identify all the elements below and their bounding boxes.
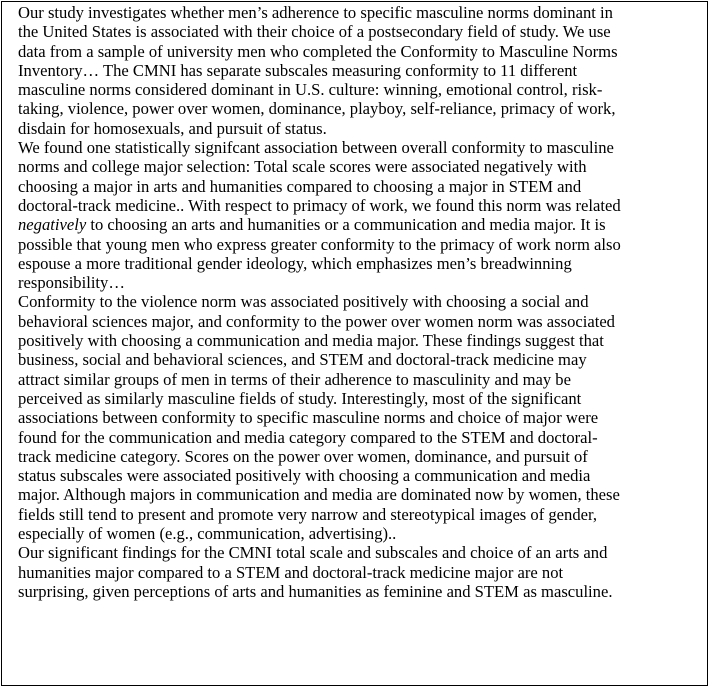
text-line: associations between conformity to specific masculine norms and choice of major were <box>18 408 599 428</box>
text-line: disdain for homosexuals, and pursuit of status. <box>18 118 327 138</box>
text-line: norms and college major selection: Total scale scores were associated negatively with <box>18 157 587 177</box>
text-line: Conformity to the violence norm was associated positively with choosing a social and <box>18 292 589 312</box>
text-line: found for the communication and media category compared to the STEM and doctoral- <box>18 427 598 447</box>
text-line: positively with choosing a communication and media major. These findings suggest that <box>18 331 604 351</box>
paragraph-1 <box>6 3 704 138</box>
text-line: masculine norms considered dominant in U.S. culture: winning, emotional control, risk- <box>18 80 603 100</box>
text-line: surprising, given perceptions of arts and humanities as feminine and STEM as masculine. <box>18 581 613 601</box>
text-line: possible that young men who express greater conformity to the primacy of work norm also <box>18 234 621 254</box>
text-line: major. Although majors in communication and media are dominated now by women, these <box>18 485 620 505</box>
document-frame <box>1 1 708 686</box>
text-line: We found one statistically signifcant association between overall conformity to masculine <box>18 138 614 158</box>
text-line: espouse a more traditional gender ideology, which emphasizes men’s breadwinning <box>18 253 572 273</box>
text-line: status subscales were associated positively with choosing a communication and media <box>18 466 591 486</box>
text-line: data from a sample of university men who completed the Conformity to Masculine Norms <box>18 41 618 61</box>
text-line-with-italic <box>6 215 704 234</box>
text-fragment: to choosing an arts and humanities or a communication and media major. It is <box>86 215 606 235</box>
text-line: fields still tend to present and promote very narrow and stereotypical images of gender, <box>18 504 598 524</box>
text-line: track medicine category. Scores on the power over women, dominance, and pursuit of <box>18 446 588 466</box>
text-line: Our study investigates whether men’s adherence to specific masculine norms dominant in <box>18 3 613 22</box>
text-line: taking, violence, power over women, dominance, playboy, self-reliance, primacy of work, <box>18 99 616 119</box>
text-line: business, social and behavioral sciences, and STEM and doctoral-track medicine may <box>18 350 587 370</box>
paragraph-2 <box>6 138 704 292</box>
text-line: especially of women (e.g., communication, advertising).. <box>18 524 397 544</box>
paragraph-4 <box>6 543 704 601</box>
text-line: doctoral-track medicine.. With respect to primacy of work, we found this norm was related <box>18 195 621 215</box>
text-line: perceived as similarly masculine fields of study. Interestingly, most of the significant <box>18 388 582 408</box>
document-body <box>2 2 707 601</box>
text-line: Inventory… The CMNI has separate subscales measuring conformity to 11 different <box>18 60 578 80</box>
italic-term: negatively <box>18 215 87 235</box>
text-line: humanities major compared to a STEM and doctoral-track medicine major are not <box>18 562 564 582</box>
text-line: choosing a major in arts and humanities compared to choosing a major in STEM and <box>18 176 582 196</box>
paragraph-3 <box>6 292 704 543</box>
text-line: Our significant findings for the CMNI total scale and subscales and choice of an arts and <box>18 543 608 563</box>
text-line: attract similar groups of men in terms of their adherence to masculinity and may be <box>18 369 571 389</box>
text-line: responsibility… <box>18 273 125 293</box>
text-line: the United States is associated with their choice of a postsecondary field of study. We use <box>18 22 611 42</box>
text-line: behavioral sciences major, and conformity to the power over women norm was associated <box>18 311 615 331</box>
